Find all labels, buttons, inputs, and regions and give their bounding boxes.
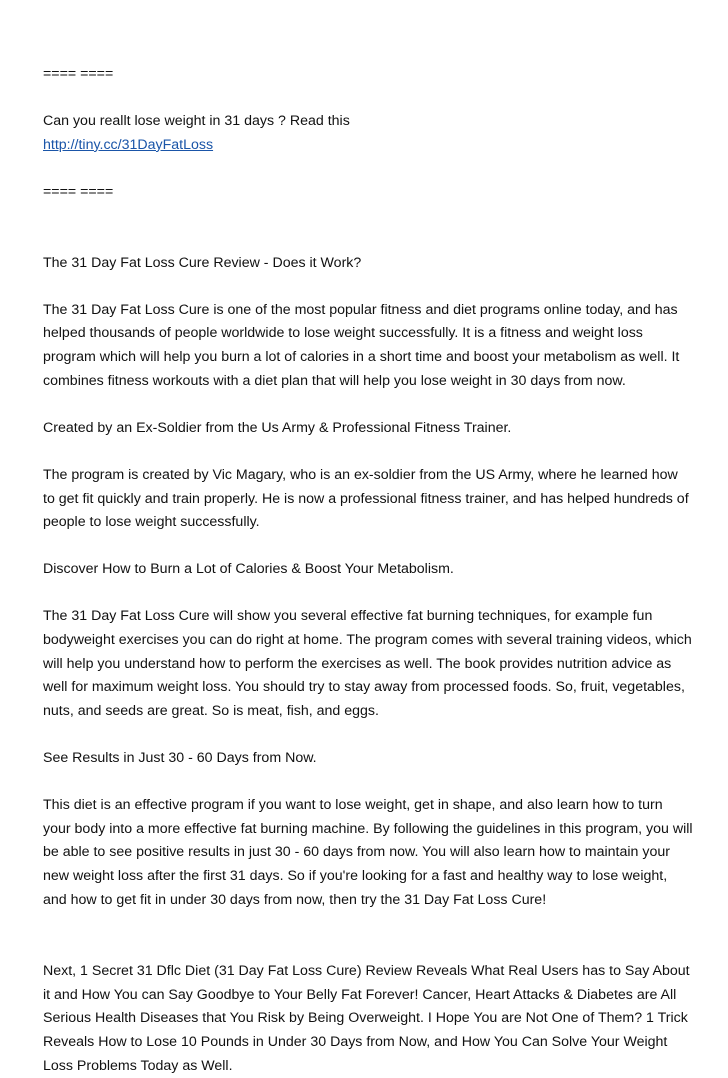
heading-calories: Discover How to Burn a Lot of Calories & Boost Your Metabolism. (43, 561, 454, 578)
intro-link[interactable]: http://tiny.cc/31DayFatLoss (43, 136, 214, 153)
heading-results: See Results in Just 30 - 60 Days from Now. (43, 750, 317, 767)
heading-creator: Created by an Ex-Soldier from the Us Army & Professional Fitness Trainer. (43, 419, 512, 436)
paragraph-calories: The 31 Day Fat Loss Cure will show you several effective fat burning techniques, for example fun bodyweight exercises you can do right at home. The program comes with several training videos, which will help you understand how to perform the exercises as well. The book provides nutrition advice as well for maximum weight loss. You should try to stay away from processed foods. So, fruit, vegetables, nuts, and seeds are great. So is meat, fish, and eggs. (43, 608, 696, 719)
paragraph-intro: The 31 Day Fat Loss Cure is one of the most popular fitness and diet programs online today, and has helped thousands of people worldwide to lose weight successfully. It is a fitness and weight loss program which will help you burn a lot of calories in a short time and boost your metabolism as well. It combines fitness workouts with a diet plan that will help you lose weight in 30 days from now. (43, 301, 684, 389)
paragraph-results: This diet is an effective program if you want to lose weight, get in shape, and also learn how to turn your body into a more effective fat burning machine. By following the guidelines in this program, you will be able to see positive results in just 30 - 60 days from now. You will also learn how to maintain your new weight loss after the first 31 days. So if you're looking for a fast and healthy way to lose weight, and how to get fit in under 30 days from now, then try the 31 Day Fat Loss Cure! (43, 797, 697, 908)
paragraph-creator: The program is created by Vic Magary, who is an ex-soldier from the US Army, where he learned how to get fit quickly and train properly. He is now a professional fitness trainer, and has helped hundreds of people to lose weight successfully. (43, 466, 693, 531)
intro-question: Can you reallt lose weight in 31 days ? Read this (43, 113, 350, 130)
paragraph-closing: Next, 1 Secret 31 Dflc Diet (31 Day Fat Loss Cure) Review Reveals What Real Users has to Say About it and How You can Say Goodbye to Your Belly Fat Forever! Cancer, Heart Attacks & Diabetes are All Serious Health Diseases that You Risk by Being Overweight. I Hope You are Not One of Them? 1 Trick Reveals How to Lose 10 Pounds in Under 30 Days from Now, and How You Can Solve Your Weight Loss Problems Today as Well. (43, 963, 694, 1074)
separator-bottom: ==== ==== (43, 183, 114, 200)
separator-top: ==== ==== (43, 66, 114, 82)
document-page (43, 63, 697, 1078)
article-title: The 31 Day Fat Loss Cure Review - Does it Work? (43, 254, 362, 271)
